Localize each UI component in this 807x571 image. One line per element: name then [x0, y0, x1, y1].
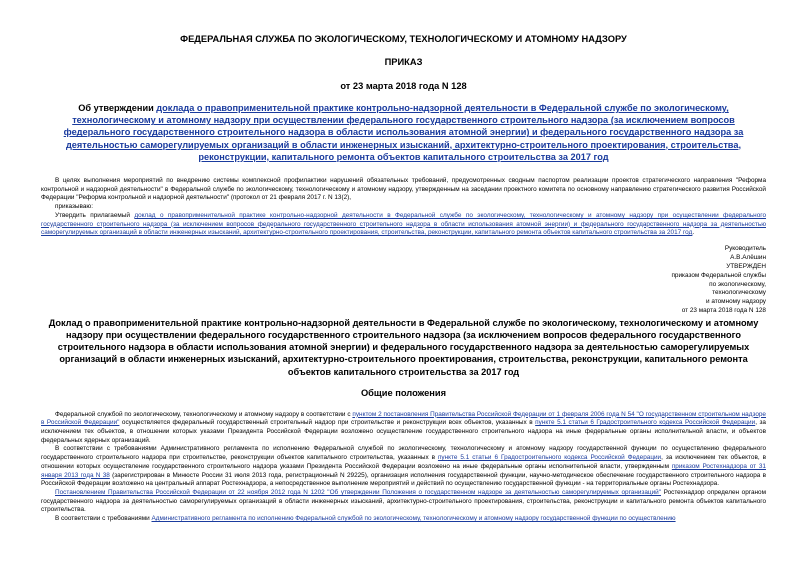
agency-heading: ФЕДЕРАЛЬНАЯ СЛУЖБА ПО ЭКОЛОГИЧЕСКОМУ, ТЕХНОЛОГИЧЕСКОМУ И АТОМНОМУ НАДЗОРУ: [180, 34, 627, 44]
signatory-name: А.В.Алёшин: [730, 253, 766, 261]
doc-date-number: от 23 марта 2018 года N 128: [340, 81, 467, 91]
approval-line-2: приказом Федеральной службы: [671, 271, 766, 279]
text-run: Ростехнадзор определен органом государственного надзора за деятельностью саморегулируемых организаций в области инженерных изысканий, архитектурно-строительного проектирования, строительства, реконструкции и капитального ремонта объектов капитального строительства.: [41, 488, 766, 514]
resolution-54-link[interactable]: пунктом 2 постановления Правительства Российской Федерации от 1 февраля 2006 года N 54 "О государственном строительном надзоре в Российской Федерации": [41, 410, 766, 427]
order-title: [41, 102, 766, 163]
text-run: (зарегистрирован в Минюсте России 31 июля 2013 года, регистрационный N 29225), организация исполнения государственной функции, научно-методическое обеспечение государственного строительного надзора в Российской Федерации возложено на центральный аппарат Ростехнадзора, а непосредственное выполнение мероприятий и действий по осуществлению государственной функции - на территориальные органы Ростехнадзора.: [41, 471, 766, 488]
signatory-position: Руководитель: [724, 244, 766, 252]
text-run: Федеральной службой по экологическому, технологическому и атомному надзору в соответствии с: [55, 410, 353, 418]
approve-report-link[interactable]: доклад о правоприменительной практике контрольно-надзорной деятельности в Федеральной службе по экологическому, технологическому и атомному надзору при осуществлении федерального государственного строительного надзора (за исключением вопросов федерального государственного строительного надзора в области использования атомной энергии) и федерального государственного надзора за деятельностью саморегулируемых организаций в области инженерных изысканий, архитектурно-строительного проектирования, строительства, реконструкции, капитального ремонта объектов капитального строительства за 2017 год: [41, 211, 767, 237]
resolution-1202-link[interactable]: Постановлением Правительства Российской Федерации от 22 ноября 2012 года N 1202 "Об утверждении Положения о государственном надзоре за деятельностью саморегулируемых организаций": [55, 488, 661, 496]
doc-type-heading: ПРИКАЗ: [384, 57, 423, 67]
text-run: В соответствии с требованиями Административного регламента по исполнению Федеральной службой по экологическому, технологическому и атомному надзору государственной функции по осуществлению федерального государственного строительного надзора при строительстве, реконструкции объектов капитального строительства, указанных в: [41, 445, 766, 462]
text-run: , за исключением тех объектов, в отношении которых осуществление государственного строительного надзора указами Президента Российской Федерации возложено на иные федеральные органы исполнительной власти, утвержденным: [41, 454, 766, 470]
order-title-prefix: Об утверждении: [78, 103, 157, 113]
approval-line-4: технологическому: [712, 289, 766, 297]
preamble-paragraph: В целях выполнения мероприятий по внедрению системы комплексной профилактики нарушений обязательных требований, предусмотренных сводным паспортом реализации проектов стратегического направления "Реформа контрольной и надзорной деятельности" в Федеральной службе по экологическому, технологическому и атомному надзору, утвержденным на заседании проектного комитета по основному направлению стратегического развития Российской Федерации "Реформа контрольной и надзорной деятельности" (протокол от 21 февраля 2017 г. N 13(2),: [41, 177, 766, 202]
section-heading: Общие положения: [360, 387, 447, 398]
approve-paragraph: [41, 212, 766, 238]
approve-suffix: .: [692, 229, 695, 237]
body-paragraph-1: [41, 411, 766, 446]
order-38-link[interactable]: приказом Ростехнадзора от 31 января 2013 года N 38: [41, 462, 766, 479]
text-run: осуществляется федеральный государственный строительный надзор при строительстве и реконструкции всех объектов, указанных в: [119, 419, 536, 427]
order-title-link[interactable]: доклада о правоприменительной практике контрольно-надзорной деятельности в Федеральной службе по экологическому, технологическому и атомному надзору при осуществлении федерального государственного строительного надзора (за исключением вопросов федерального государственного строительного надзора в области использования атомной энергии) и федерального государственного надзора за деятельностью саморегулируемых организаций в области инженерных изысканий, архитектурно-строительного проектирования, строительства, реконструкции, капитального ремонта объектов капитального строительства за 2017 год: [63, 103, 744, 162]
text-run: , за исключением тех объектов, в отношении которых указами Президента Российской Федерации возложено осуществление государственного строительного надзора на иные федеральные органы исполнительной власти, и объектов федеральных ядерных организаций.: [41, 419, 766, 444]
approve-prefix: Утвердить прилагаемый: [55, 211, 135, 219]
body-paragraph-2: [41, 445, 766, 489]
approval-line-3: по экологическому,: [709, 280, 766, 288]
body-paragraph-4: [41, 515, 766, 524]
text-run: В соответствии с требованиями: [55, 515, 152, 523]
approval-stamp: УТВЕРЖДЕН: [726, 262, 766, 270]
order-verb: приказываю:: [55, 203, 93, 211]
approval-line-6: от 23 марта 2018 года N 128: [681, 307, 766, 315]
body-paragraph-3: [41, 489, 766, 515]
approval-line-5: и атомному надзору: [706, 298, 766, 306]
admin-regulation-link[interactable]: Административного регламента по исполнению Федеральной службой по экологическому, технологическому и атомному надзору государственной функции по осуществлению: [151, 515, 676, 523]
signature-block: [41, 245, 766, 316]
urban-code-link[interactable]: пункте 5.1 статьи 6 Градостроительного кодекса Российской Федерации: [535, 419, 756, 427]
urban-code-link-2[interactable]: пункте 5.1 статьи 6 Градостроительного кодекса Российской Федерации: [437, 454, 662, 462]
report-title: Доклад о правоприменительной практике контрольно-надзорной деятельности в Федеральной службе по экологическому, технологическому и атомному надзору при осуществлении федерального государственного строительного надзора (за исключением вопросов федерального государственного строительного надзора в области использования атомной энергии) и федерального государственного надзора за деятельностью саморегулируемых организаций в области инженерных изысканий, архитектурно-строительного проектирования, строительства, реконструкции, капитального ремонта объектов капитального строительства за 2017 год: [48, 318, 759, 377]
